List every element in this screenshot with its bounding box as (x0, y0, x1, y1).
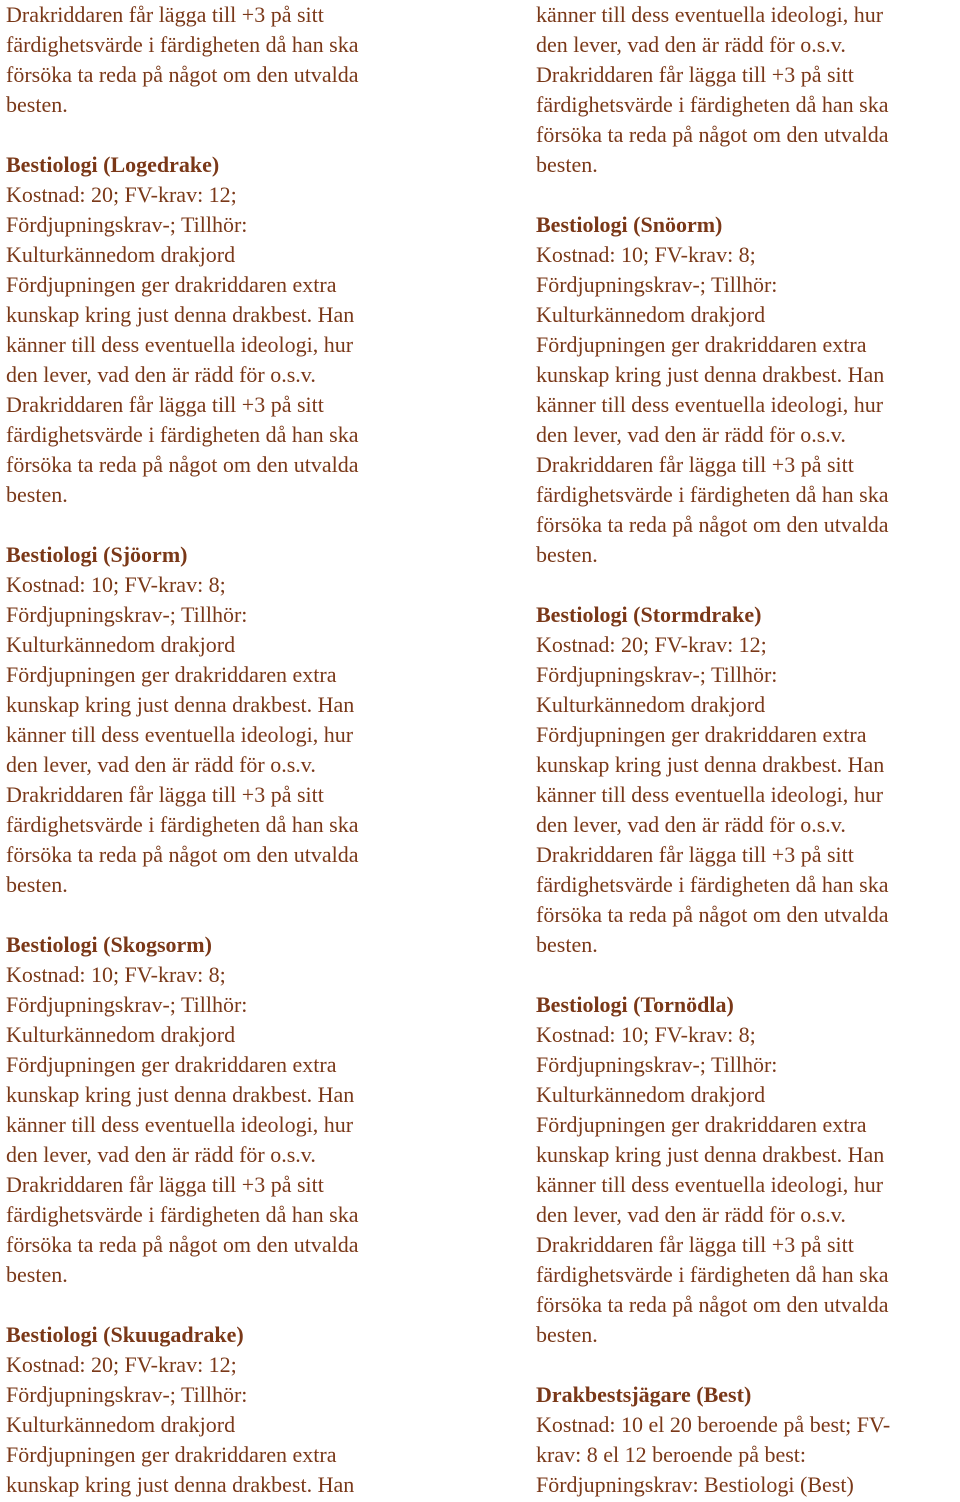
body-text-line: Kostnad: 10; FV-krav: 8; (536, 242, 756, 267)
body-text-line: besten. (536, 152, 598, 177)
skill-entry (536, 600, 960, 960)
body-text-line: känner till dess eventuella ideologi, hur (6, 722, 354, 747)
section-gap (536, 570, 960, 600)
body-text-line: känner till dess eventuella ideologi, hur (6, 332, 354, 357)
body-text-line: krav: 8 el 12 beroende på best: (536, 1442, 807, 1467)
body-text-line: Kulturkännedom drakjord (536, 1082, 766, 1107)
body-text-line: Drakriddaren får lägga till +3 på sitt (536, 842, 854, 867)
body-text-line: försöka ta reda på något om den utvalda (536, 1292, 889, 1317)
body-text-line: besten. (6, 92, 68, 117)
body-text-line: Kostnad: 10; FV-krav: 8; (6, 572, 226, 597)
body-text-line: känner till dess eventuella ideologi, hur (536, 1172, 884, 1197)
skill-entry (6, 1320, 446, 1500)
body-text-line: kunskap kring just denna drakbest. Han (536, 752, 885, 777)
body-text-line: Fördjupningskrav-; Tillhör: (536, 272, 778, 297)
body-text-line: Fördjupningskrav-; Tillhör: (536, 1052, 778, 1077)
body-text-line: den lever, vad den är rädd för o.s.v. (6, 752, 316, 777)
body-text-line: försöka ta reda på något om den utvalda (6, 842, 359, 867)
body-text-line: Kulturkännedom drakjord (6, 242, 236, 267)
body-text-line: besten. (536, 542, 598, 567)
body-text-line: försöka ta reda på något om den utvalda (536, 122, 889, 147)
body-text-line: Fördjupningen ger drakriddaren extra (6, 1052, 337, 1077)
body-text-line: färdighetsvärde i färdigheten då han ska (536, 1262, 889, 1287)
body-text-line: Fördjupningen ger drakriddaren extra (536, 332, 867, 357)
body-text-line: färdighetsvärde i färdigheten då han ska (6, 1202, 359, 1227)
skill-entry (6, 150, 446, 510)
section-gap (6, 900, 446, 930)
body-text-line: Kulturkännedom drakjord (6, 1412, 236, 1437)
left-column (6, 0, 446, 1500)
right-column (536, 0, 960, 1500)
body-text-line: kunskap kring just denna drakbest. Han (6, 1472, 355, 1497)
body-text-line: Kostnad: 20; FV-krav: 12; (6, 182, 237, 207)
body-text-line: Fördjupningen ger drakriddaren extra (536, 722, 867, 747)
body-text-line: den lever, vad den är rädd för o.s.v. (6, 1142, 316, 1167)
body-text-line: försöka ta reda på något om den utvalda (536, 512, 889, 537)
body-text-line: Fördjupningskrav-; Tillhör: (6, 1382, 248, 1407)
body-text-line: färdighetsvärde i färdigheten då han ska (6, 812, 359, 837)
body-text-line: Drakriddaren får lägga till +3 på sitt (6, 782, 324, 807)
body-text-line: Drakriddaren får lägga till +3 på sitt (6, 1172, 324, 1197)
body-text-line: Kostnad: 20; FV-krav: 12; (6, 1352, 237, 1377)
body-text-line: kunskap kring just denna drakbest. Han (536, 1142, 885, 1167)
body-text-line: Kulturkännedom drakjord (536, 302, 766, 327)
skill-heading: Bestiologi (Sjöorm) (6, 542, 188, 567)
body-text-line: besten. (536, 932, 598, 957)
skill-heading: Bestiologi (Snöorm) (536, 212, 723, 237)
skill-entry (536, 210, 960, 570)
section-gap (536, 960, 960, 990)
body-text-line: Kostnad: 10 el 20 beroende på best; FV- (536, 1412, 891, 1437)
body-text-line: besten. (6, 1262, 68, 1287)
body-text-line: besten. (536, 1322, 598, 1347)
body-text-line: Fördjupningen ger drakriddaren extra (536, 1112, 867, 1137)
skill-heading: Bestiologi (Tornödla) (536, 992, 734, 1017)
skill-entry (6, 930, 446, 1290)
body-text-line: Drakriddaren får lägga till +3 på sitt (536, 1232, 854, 1257)
skill-heading: Bestiologi (Skogsorm) (6, 932, 212, 957)
body-text-line: besten. (6, 872, 68, 897)
section-gap (6, 1290, 446, 1320)
body-text-line: försöka ta reda på något om den utvalda (536, 902, 889, 927)
skill-entry (6, 540, 446, 900)
body-text-line: Kulturkännedom drakjord (536, 692, 766, 717)
body-text-line: Kulturkännedom drakjord (6, 1022, 236, 1047)
body-text-line: den lever, vad den är rädd för o.s.v. (6, 362, 316, 387)
skill-heading: Drakbestsjägare (Best) (536, 1382, 752, 1407)
body-text-line: kunskap kring just denna drakbest. Han (6, 302, 355, 327)
body-text-line: Fördjupningen ger drakriddaren extra (6, 272, 337, 297)
body-text-line: Fördjupningskrav-; Tillhör: (536, 662, 778, 687)
body-text-line: Fördjupningskrav-; Tillhör: (6, 992, 248, 1017)
body-text-line: Kostnad: 10; FV-krav: 8; (6, 962, 226, 987)
body-text-line: Drakriddaren får lägga till +3 på sitt (6, 2, 324, 27)
body-text-line: Kostnad: 10; FV-krav: 8; (536, 1022, 756, 1047)
skill-entry (536, 990, 960, 1350)
body-text-line: färdighetsvärde i färdigheten då han ska (536, 92, 889, 117)
section-gap (6, 510, 446, 540)
body-text-line: känner till dess eventuella ideologi, hur (536, 782, 884, 807)
body-text-line: Fördjupningen ger drakriddaren extra (6, 1442, 337, 1467)
section-gap (536, 1350, 960, 1380)
body-text-line: den lever, vad den är rädd för o.s.v. (536, 812, 846, 837)
body-text-line: färdighetsvärde i färdigheten då han ska (6, 32, 359, 57)
skill-entry (536, 1380, 960, 1500)
skill-heading: Bestiologi (Skuugadrake) (6, 1322, 244, 1347)
body-text-line: Drakriddaren får lägga till +3 på sitt (6, 392, 324, 417)
body-text-line: Fördjupningskrav-; Tillhör: (6, 212, 248, 237)
body-text-line: färdighetsvärde i färdigheten då han ska (6, 422, 359, 447)
body-text-line: den lever, vad den är rädd för o.s.v. (536, 1202, 846, 1227)
skill-heading: Bestiologi (Logedrake) (6, 152, 220, 177)
section-gap (536, 180, 960, 210)
body-text-line: färdighetsvärde i färdigheten då han ska (536, 872, 889, 897)
body-text-line: Drakriddaren får lägga till +3 på sitt (536, 452, 854, 477)
body-text-line: känner till dess eventuella ideologi, hur (6, 1112, 354, 1137)
body-text-line: Fördjupningen ger drakriddaren extra (6, 662, 337, 687)
skill-heading: Bestiologi (Stormdrake) (536, 602, 762, 627)
body-text-line: kunskap kring just denna drakbest. Han (6, 692, 355, 717)
body-text-line: försöka ta reda på något om den utvalda (6, 62, 359, 87)
body-text-line: besten. (6, 482, 68, 507)
body-text-line: färdighetsvärde i färdigheten då han ska (536, 482, 889, 507)
body-text-line: Fördjupningskrav: Bestiologi (Best) (536, 1472, 854, 1497)
body-text-line: känner till dess eventuella ideologi, hur (536, 2, 884, 27)
body-text-line: kunskap kring just denna drakbest. Han (536, 362, 885, 387)
body-text-line: försöka ta reda på något om den utvalda (6, 452, 359, 477)
body-text-line: Kostnad: 20; FV-krav: 12; (536, 632, 767, 657)
section-gap (6, 120, 446, 150)
body-text-line: Kulturkännedom drakjord (6, 632, 236, 657)
body-text-line: Drakriddaren får lägga till +3 på sitt (536, 62, 854, 87)
body-text-line: känner till dess eventuella ideologi, hur (536, 392, 884, 417)
body-text-line: kunskap kring just denna drakbest. Han (6, 1082, 355, 1107)
body-text-line: den lever, vad den är rädd för o.s.v. (536, 422, 846, 447)
body-text-line: försöka ta reda på något om den utvalda (6, 1232, 359, 1257)
body-text-line: den lever, vad den är rädd för o.s.v. (536, 32, 846, 57)
body-text-line: Fördjupningskrav-; Tillhör: (6, 602, 248, 627)
